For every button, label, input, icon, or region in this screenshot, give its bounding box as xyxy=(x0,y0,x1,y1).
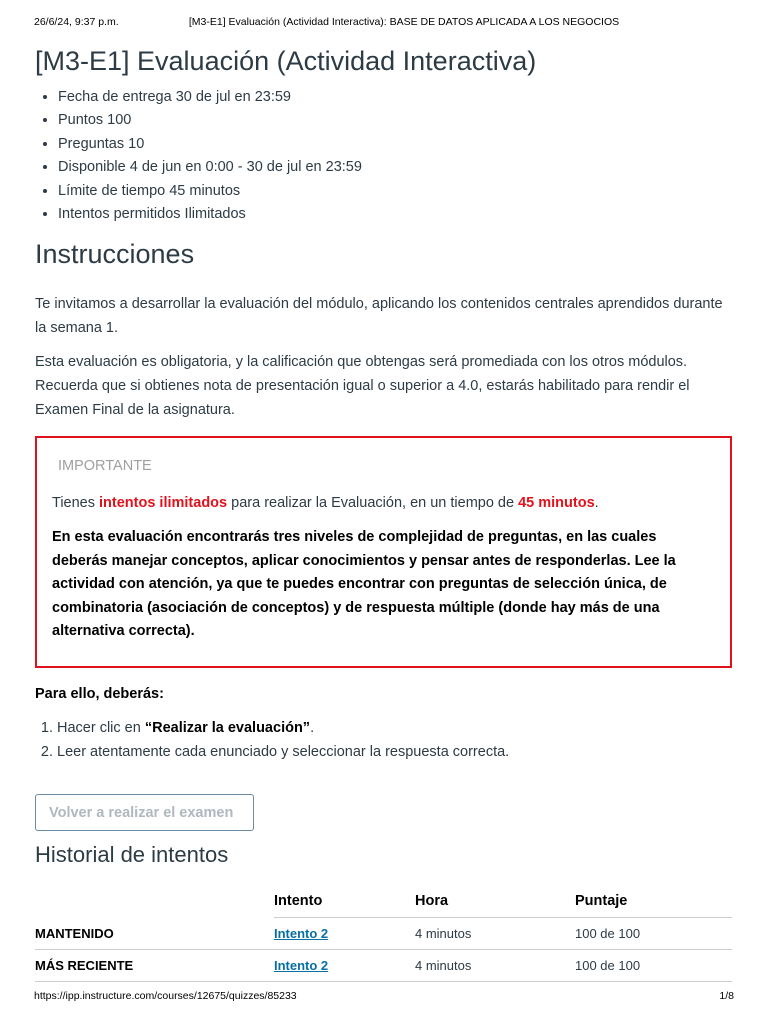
detail-attempts-allowed: • Intentos permitidos Ilimitados xyxy=(58,203,732,226)
column-header-blank xyxy=(35,885,274,918)
attempt-cell xyxy=(274,949,415,981)
step-1-prefix: Hacer clic en xyxy=(57,719,145,736)
important-attempts-line xyxy=(52,492,715,514)
steps-intro: Para ello, deberás: xyxy=(35,685,164,702)
attempt-cell xyxy=(274,917,415,949)
quiz-details-list xyxy=(35,86,732,226)
step-2: 2. Leer atentamente cada enunciado y seleccionar la respuesta correcta. xyxy=(57,740,732,764)
important-line-prefix: Tienes xyxy=(52,495,100,512)
print-url: https://ipp.instructure.com/courses/12675/quizzes/85233 xyxy=(34,990,297,1002)
step-1 xyxy=(57,716,732,740)
row-label-latest: MÁS RECIENTE xyxy=(35,949,274,981)
unlimited-attempts-highlight: intentos ilimitados xyxy=(99,495,228,512)
time-cell: 4 minutos xyxy=(415,917,575,949)
important-complexity-text: En esta evaluación encontrarás tres niveles de complejidad de preguntas, en las cuales deberás manejar conceptos, aplicar conocimientos y pensar antes de responderlas. Lee la actividad con atención, ya que te puedes encontrar con preguntas de selección única, de combinatoria (asociación de conceptos) y de respuesta múltiple (donde hay más de una alternativa correcta). xyxy=(52,529,676,640)
column-header-time: Hora xyxy=(415,885,575,918)
step-1-suffix: . xyxy=(310,719,315,736)
important-line-suffix: . xyxy=(594,495,599,512)
instructions-paragraph-1: Te invitamos a desarrollar la evaluación del módulo, aplicando los contenidos centrales aprendidos durante la semana 1. xyxy=(35,296,723,337)
print-date: 26/6/24, 9:37 p.m. xyxy=(34,16,119,28)
row-label-kept-text: MANTENIDO xyxy=(35,925,114,941)
important-line-middle: para realizar la Evaluación, en un tiempo de xyxy=(227,495,519,512)
column-header-score: Puntaje xyxy=(575,885,732,918)
score-cell: 100 de 100 xyxy=(575,917,732,949)
detail-questions: • Preguntas 10 xyxy=(58,133,732,156)
quiz-content xyxy=(35,42,732,982)
table-row xyxy=(35,917,732,949)
step-1-action: “Realizar la evaluación” xyxy=(144,719,311,736)
print-header xyxy=(34,16,734,30)
column-header-attempt: Intento xyxy=(274,885,415,918)
instructions-heading: Instrucciones xyxy=(35,239,195,270)
important-notice-box xyxy=(35,436,732,668)
score-cell: 100 de 100 xyxy=(575,949,732,981)
table-row xyxy=(35,949,732,981)
attempt-link[interactable]: Intento 2 xyxy=(274,925,329,941)
attempt-link[interactable]: Intento 2 xyxy=(274,957,329,973)
retake-quiz-button[interactable]: Volver a realizar el examen xyxy=(35,794,254,831)
time-limit-highlight: 45 minutos xyxy=(518,495,595,512)
detail-points: • Puntos 100 xyxy=(58,109,732,132)
print-page-title: [M3-E1] Evaluación (Actividad Interactiva): BASE DE DATOS APLICADA A LOS NEGOCIOS xyxy=(188,16,620,28)
quiz-title: [M3-E1] Evaluación (Actividad Interactiva) xyxy=(35,46,537,76)
detail-due-date: • Fecha de entrega 30 de jul en 23:59 xyxy=(58,86,732,109)
detail-time-limit: • Límite de tiempo 45 minutos xyxy=(58,180,732,203)
attempt-history-title: Historial de intentos xyxy=(35,841,229,867)
attempt-history-table xyxy=(35,885,732,982)
time-cell: 4 minutos xyxy=(415,949,575,981)
row-label-kept xyxy=(35,917,274,949)
table-header-row xyxy=(35,885,732,918)
steps-list xyxy=(35,716,732,764)
print-footer xyxy=(34,990,734,1004)
print-page-number: 1/8 xyxy=(719,990,734,1002)
instructions-paragraph-2: Esta evaluación es obligatoria, y la calificación que obtengas será promediada con los otros módulos. Recuerda que si obtienes nota de presentación igual o superior a 4.0, estarás habilitado para rendir el Examen Final de la asignatura. xyxy=(35,354,690,419)
detail-available: • Disponible 4 de jun en 0:00 - 30 de jul en 23:59 xyxy=(58,156,732,179)
important-label: IMPORTANTE xyxy=(58,458,152,475)
